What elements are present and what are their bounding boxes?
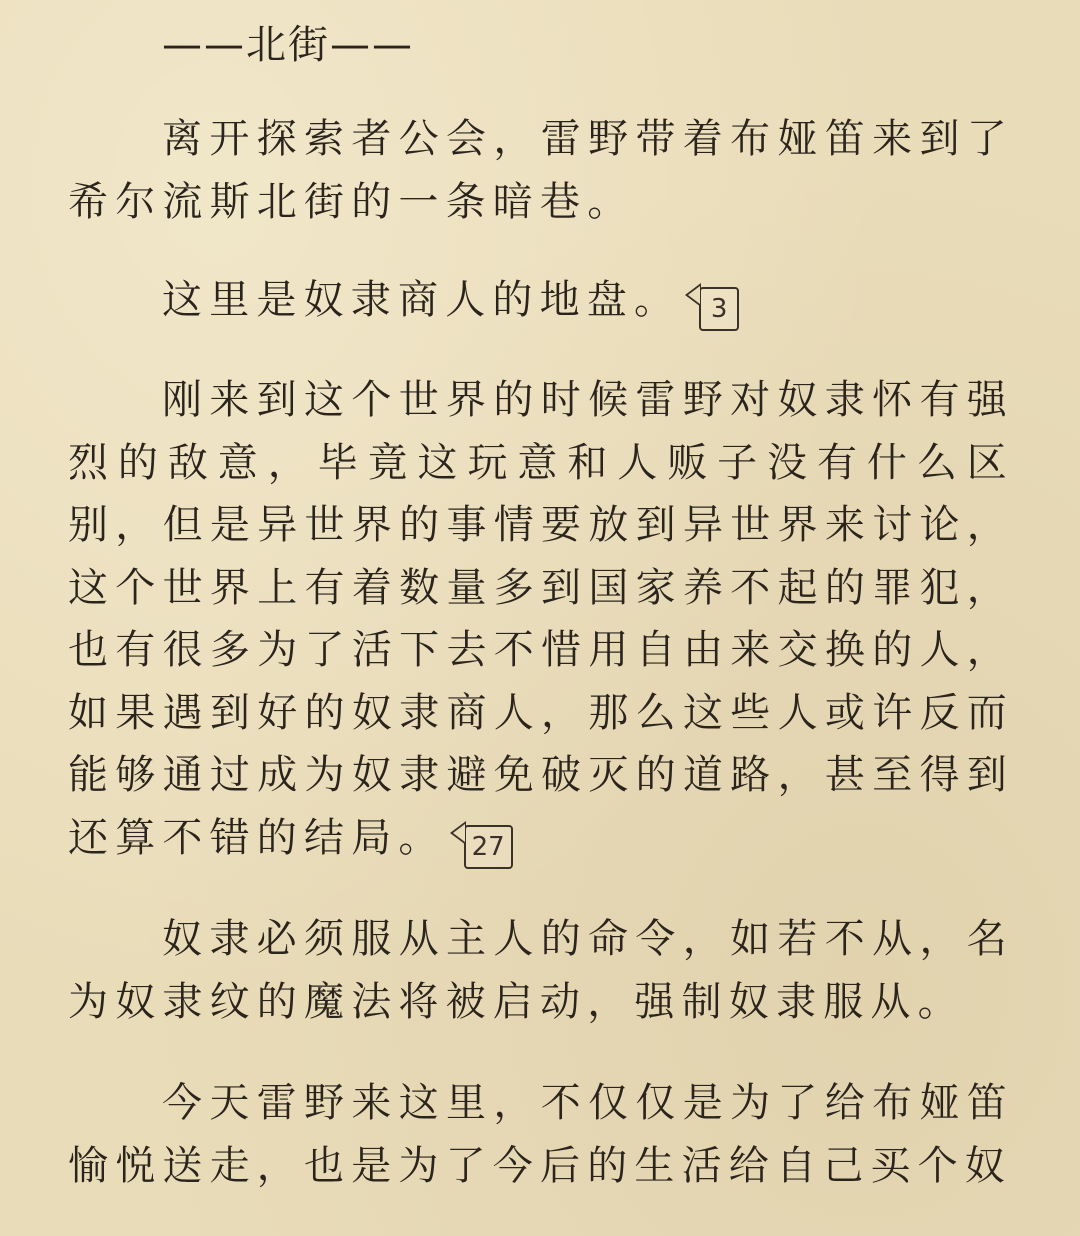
paragraph [68,369,1014,869]
paragraph-text: 奴隶必须服从主人的命令，如若不从，名为奴隶纹的魔法将被启动，强制奴隶服从。 [68,916,1014,1025]
paragraph-text: 今天雷野来这里，不仅仅是为了给布娅笛愉悦送走，也是为了今后的生活给自己买个奴 [68,1080,1014,1189]
paragraph-text: 这里是奴隶商人的地盘。 [162,277,682,323]
paragraph-comment-button[interactable] [685,273,739,324]
paragraph [68,908,1014,1033]
comment-count: 27 [464,825,513,869]
comment-bubble-icon [685,283,701,307]
paragraph [68,1072,1014,1197]
comment-count: 3 [699,287,739,331]
comment-bubble-icon [450,821,466,845]
paragraph-comment-button[interactable] [450,811,513,862]
section-heading: ——北街—— [162,22,414,68]
paragraph-text: 离开探索者公会，雷野带着布娅笛来到了希尔流斯北街的一条暗巷。 [68,116,1014,225]
paragraph [68,108,1014,233]
paragraph-text: 刚来到这个世界的时候雷野对奴隶怀有强烈的敌意，毕竟这玩意和人贩子没有什么区别，但是异世界的事情要放到异世界来讨论，这个世界上有着数量多到国家养不起的罪犯，也有很多为了活下去不惜用自由来交换的人，如果遇到好的奴隶商人，那么这些人或许反而能够通过成为奴隶避免破灭的道路，甚至得到还算不错的结局。 [68,377,1014,861]
paragraph [68,269,1014,332]
